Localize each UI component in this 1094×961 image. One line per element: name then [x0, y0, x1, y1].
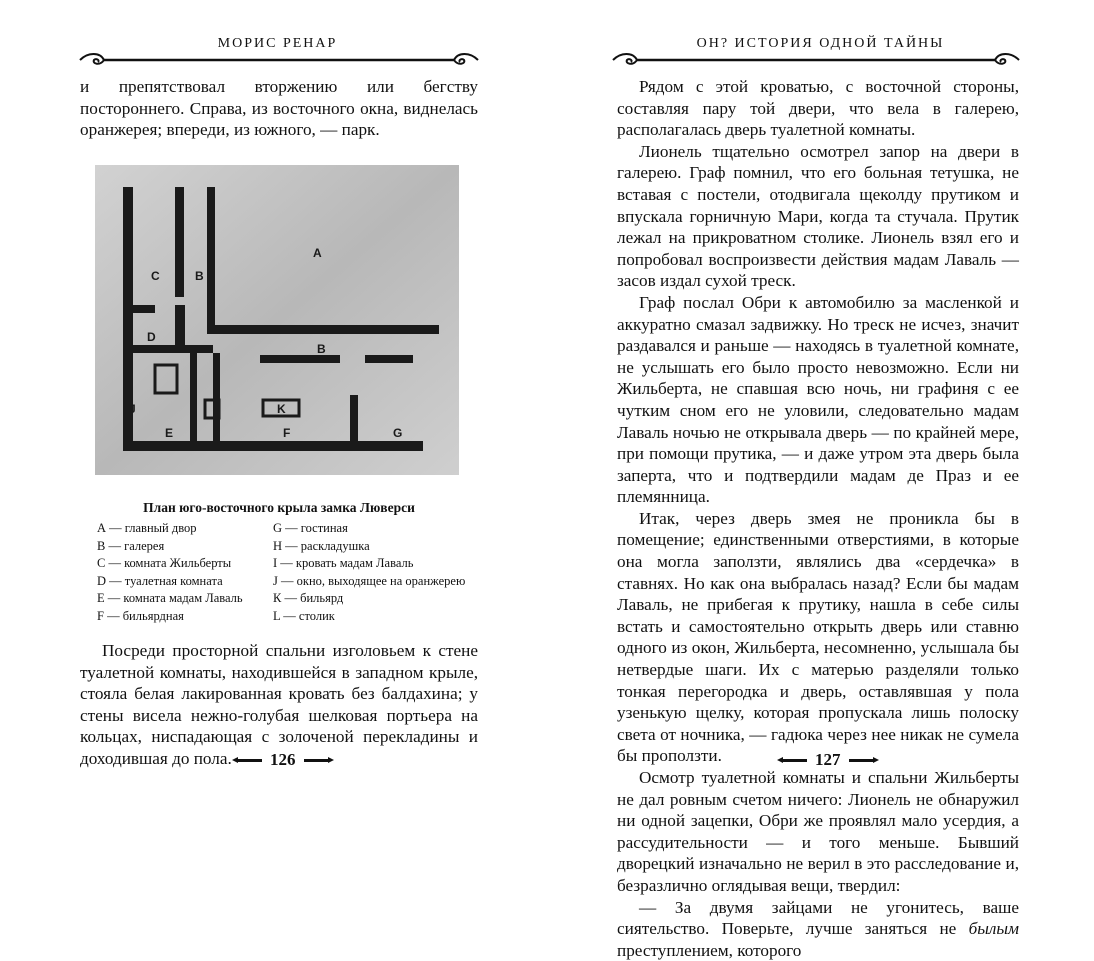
plan-label-g: G — [393, 426, 403, 440]
legend-item: I — кровать мадам Лаваль — [273, 556, 414, 570]
plan-label-f: F — [283, 426, 291, 440]
right-body-text — [617, 76, 1019, 961]
plan-label-b1: B — [195, 269, 204, 283]
paragraph: Лионель тщательно осмотрел запор на двери в галерею. Граф помнил, что его больная тетушка, не вставая с постели, отодвигала щеколду прутиком и впускала горничную Мари, когда та стучала. Прутик лежал на прикроватном столике. Лионель взял его и попробовал воспроизвести действия мадам Лаваль — засов издал сухой треск. — [617, 141, 1019, 291]
legend-item: В — галерея — [97, 538, 165, 553]
page-number: 127 — [815, 750, 841, 769]
legend-column-1 — [97, 520, 272, 625]
plan-label-d: D — [147, 330, 156, 344]
plan-label-e: E — [165, 426, 174, 440]
page-number-left — [238, 750, 328, 770]
legend-item: Н — раскладушка — [273, 538, 370, 553]
legend-column-2 — [273, 520, 483, 625]
header-flourish-left — [78, 52, 480, 68]
text-run: преступлением, которого — [617, 940, 802, 960]
paragraph-last — [617, 897, 1019, 961]
plan-label-b2: B — [317, 342, 326, 356]
plan-label-c: C — [151, 269, 160, 283]
legend-item: С — комната Жильберты — [97, 556, 232, 570]
plan-label-a: A — [313, 246, 322, 260]
text-run: — За двумя зайцами не угонитесь, ваше сиятельство. Поверьте, лучше заняться не — [617, 897, 1019, 939]
legend-item: К — бильярд — [273, 591, 344, 605]
floor-plan-figure — [95, 165, 459, 475]
plan-label-k: K — [277, 402, 286, 416]
legend-item: G — гостиная — [273, 521, 348, 535]
folio-ornament — [304, 759, 328, 762]
paragraph: Рядом с этой кроватью, с восточной стороны, составляя пару той двери, что вела в галерею, располагалась дверь туалетной комнаты. — [617, 77, 1019, 140]
paragraph: Итак, через дверь змея не проникла бы в помещение; единственными отверстиями, в которые она могла заползти, являлись два «сердечка» в ставнях. Но как она выбралась назад? Если бы мадам Лаваль, не прибегая к прутику, нашла в себе силы встать и самостоятельно открыть дверь или ставню одного из окон, Жильберта, несомненно, услышала бы нетвердые шаги. Их с матерью разделяли только тонкая перегородка и дверь, оставлявшая у пола узенькую щелку, которая пропускала лишь полоску света от ночника, — гадюка через нее никак не сумела бы проползти. — [617, 508, 1019, 766]
right-page — [547, 0, 1094, 960]
legend-item: А — главный двор — [97, 521, 197, 535]
paragraph: Осмотр туалетной комнаты и спальни Жильберты не дал ровным счетом ничего: Лионель не обнаружил ни одной зацепки, Обри же проявлял мало усердия, а рассудительности — и того меньше. Бывший дворецкий изначально не верил в это расследование и, безразлично оглядывая вещи, твердил: — [617, 768, 1019, 895]
page-number-right — [783, 750, 873, 770]
legend-item: D — туалетная комната — [97, 573, 223, 588]
legend-item: Е — комната мадам Лаваль — [97, 591, 243, 605]
folio-ornament — [783, 759, 807, 762]
left-page — [0, 0, 547, 820]
running-head-right: ОН? ИСТОРИЯ ОДНОЙ ТАЙНЫ — [696, 36, 945, 51]
left-top-paragraph — [80, 76, 478, 141]
page-number: 126 — [270, 750, 296, 769]
paragraph: Граф послал Обри к автомобилю за масленкой и аккуратно смазал задвижку. Но треск не исчез, значит раздавался и раньше — находясь в туалетной комнате, не услышать его было просто невозможно. Если ни Жильберта, не спавшая всю ночь, ни графиня с ее чутким сном его не уловили, следовательно мадам Лаваль ночью не открывала дверь — по крайней мере, при помощи прутика, — и даже утром эта дверь была заперта, что и подтвердили мадам де Праз и ее племянница. — [617, 292, 1019, 507]
header-flourish-right — [611, 52, 1021, 68]
folio-ornament — [849, 759, 873, 762]
running-head-left: МОРИС РЕНАР — [217, 36, 338, 51]
legend-item: J — окно, выходящее на оранжерею — [273, 573, 466, 588]
figure-caption: План юго-восточного крыла замка Люверси — [143, 500, 415, 515]
paragraph: и препятствовал вторжению или бегству постороннего. Справа, из восточного окна, виднелась оранжерея; впереди, из южного, — парк. — [80, 77, 478, 140]
folio-ornament — [238, 759, 262, 762]
paragraph: Посреди просторной спальни изголовьем к стене туалетной комнаты, находившейся в западном крыле, стояла белая лакированная кровать без балдахина; у стены висела нежно-голубая шелковая портьера на кольцах, ниспадающая с золоченой перекладины и доходившая до пола. — [80, 641, 478, 768]
legend-item: L — столик — [273, 608, 335, 623]
italic-text: былым — [968, 919, 1019, 939]
legend-item: F — бильярдная — [97, 608, 184, 623]
plan-label-j: J — [129, 402, 136, 416]
